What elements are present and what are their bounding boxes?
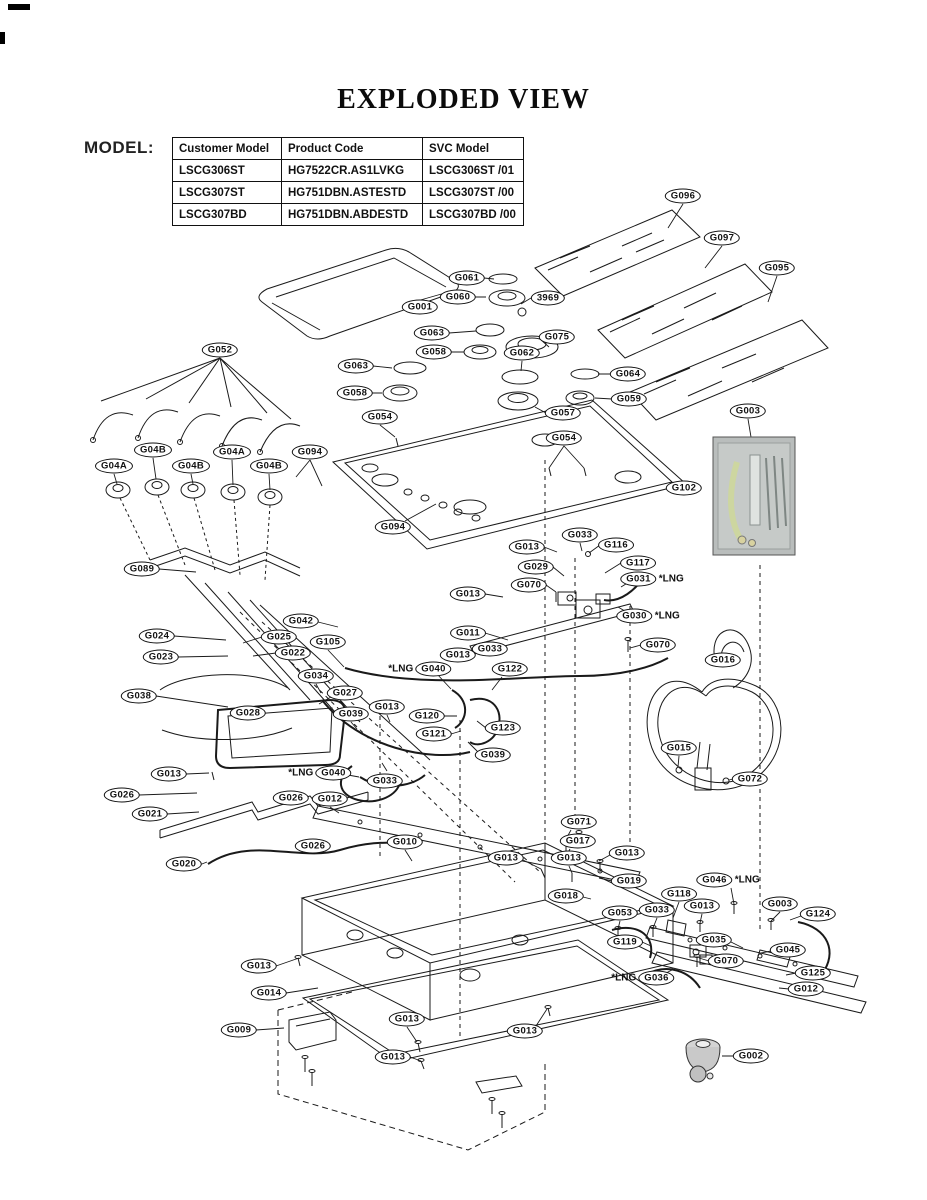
part-label-g045 xyxy=(770,943,806,958)
part-number: G054 xyxy=(546,431,582,446)
part-number: G097 xyxy=(704,231,740,246)
part-number: G060 xyxy=(440,290,476,305)
part-label-g003 xyxy=(730,404,766,419)
part-label-g058 xyxy=(416,345,452,360)
part-label-g013 xyxy=(241,959,277,974)
cell: LSCG307BD /00 xyxy=(423,204,524,226)
part-label-g020 xyxy=(166,857,202,872)
part-label-g003 xyxy=(762,897,798,912)
part-number: G04A xyxy=(95,459,133,474)
part-number: G033 xyxy=(639,903,675,918)
lng-note: *LNG xyxy=(611,972,637,984)
part-label-g027 xyxy=(327,686,363,701)
part-number: G105 xyxy=(310,635,346,650)
part-label-g014 xyxy=(251,986,287,1001)
part-label-g029 xyxy=(518,560,554,575)
part-label-g013 xyxy=(684,899,720,914)
part-label-g039 xyxy=(475,748,511,763)
lng-note: *LNG xyxy=(654,610,680,622)
part-label-g094 xyxy=(375,520,411,535)
part-label-g035 xyxy=(696,933,732,948)
part-label-g028 xyxy=(230,706,266,721)
part-number: G089 xyxy=(124,562,160,577)
part-number: G029 xyxy=(518,560,554,575)
part-label-g054 xyxy=(362,410,398,425)
part-label-g053 xyxy=(602,906,638,921)
part-label-g119 xyxy=(607,935,643,950)
part-label-g063 xyxy=(414,326,450,341)
cell: LSCG306ST /01 xyxy=(423,160,524,182)
part-label-g058 xyxy=(337,386,373,401)
part-number: G042 xyxy=(283,614,319,629)
part-number: G070 xyxy=(708,954,744,969)
part-label-g123 xyxy=(485,721,521,736)
lng-note: *LNG xyxy=(288,767,314,779)
part-number: G119 xyxy=(607,935,643,950)
page-title: EXPLODED VIEW xyxy=(337,84,590,115)
part-label-g072 xyxy=(732,772,768,787)
part-number: G014 xyxy=(251,986,287,1001)
part-label-g024 xyxy=(139,629,175,644)
part-label-g089 xyxy=(124,562,160,577)
part-label-g094 xyxy=(292,445,328,460)
part-number: G039 xyxy=(475,748,511,763)
part-number: G017 xyxy=(560,834,596,849)
part-label-g012 xyxy=(312,792,348,807)
part-number: G121 xyxy=(416,727,452,742)
part-number: G124 xyxy=(800,907,836,922)
part-label-g022 xyxy=(275,646,311,661)
part-label-g026 xyxy=(295,839,331,854)
part-number: G031 xyxy=(620,572,656,587)
part-label-g011 xyxy=(450,626,486,641)
part-number: G061 xyxy=(449,271,485,286)
col-product-code: Product Code xyxy=(282,138,423,160)
part-label-g013 xyxy=(389,1012,425,1027)
part-label-3969 xyxy=(531,291,565,306)
part-label-g036 xyxy=(611,971,674,986)
part-number: G013 xyxy=(507,1024,543,1039)
part-label-g019 xyxy=(611,874,647,889)
part-number: G033 xyxy=(367,774,403,789)
part-number: G063 xyxy=(414,326,450,341)
part-number: G070 xyxy=(511,578,547,593)
part-number: G033 xyxy=(562,528,598,543)
part-label-g042 xyxy=(283,614,319,629)
part-label-g033 xyxy=(367,774,403,789)
part-number: G072 xyxy=(732,772,768,787)
part-number: G001 xyxy=(402,300,438,315)
part-number: G028 xyxy=(230,706,266,721)
col-svc-model: SVC Model xyxy=(423,138,524,160)
part-number: G116 xyxy=(598,538,634,553)
part-number: G013 xyxy=(551,851,587,866)
part-number: G022 xyxy=(275,646,311,661)
part-number: G057 xyxy=(545,406,581,421)
part-number: G013 xyxy=(389,1012,425,1027)
part-number: G04A xyxy=(213,445,251,460)
part-label-g001 xyxy=(402,300,438,315)
part-label-g040 xyxy=(388,662,451,677)
part-number: G016 xyxy=(705,653,741,668)
cell: HG7522CR.AS1LVKG xyxy=(282,160,423,182)
part-number: G011 xyxy=(450,626,486,641)
part-number: G095 xyxy=(759,261,795,276)
part-number: G026 xyxy=(273,791,309,806)
part-label-g059 xyxy=(611,392,647,407)
part-number: G030 xyxy=(616,609,652,624)
part-label-g015 xyxy=(661,741,697,756)
part-label-g120 xyxy=(409,709,445,724)
part-number: G04B xyxy=(172,459,210,474)
part-number: G013 xyxy=(450,587,486,602)
part-label-g075 xyxy=(539,330,575,345)
part-number: G04B xyxy=(250,459,288,474)
part-number: G040 xyxy=(415,662,451,677)
part-number: G064 xyxy=(610,367,646,382)
part-label-g018 xyxy=(548,889,584,904)
part-number: G125 xyxy=(795,966,831,981)
part-label-g026 xyxy=(273,791,309,806)
part-number: G058 xyxy=(416,345,452,360)
part-label-g125 xyxy=(795,966,831,981)
part-label-g021 xyxy=(132,807,168,822)
part-number: G023 xyxy=(143,650,179,665)
part-label-g070 xyxy=(511,578,547,593)
part-label-g031 xyxy=(620,572,683,587)
part-label-g034 xyxy=(298,669,334,684)
part-label-g033 xyxy=(639,903,675,918)
part-label-g04a xyxy=(213,445,251,460)
part-label-g025 xyxy=(261,630,297,645)
part-number: G036 xyxy=(638,971,674,986)
part-label-g117 xyxy=(620,556,656,571)
part-label-g04b xyxy=(250,459,288,474)
part-label-g023 xyxy=(143,650,179,665)
part-number: G012 xyxy=(312,792,348,807)
part-label-g062 xyxy=(504,346,540,361)
part-label-g013 xyxy=(375,1050,411,1065)
part-label-g040 xyxy=(288,766,351,781)
cell: LSCG307ST xyxy=(173,182,282,204)
part-number: G013 xyxy=(488,851,524,866)
part-number: G018 xyxy=(548,889,584,904)
part-number: G071 xyxy=(561,815,597,830)
part-label-g096 xyxy=(665,189,701,204)
part-label-g122 xyxy=(492,662,528,677)
part-number: G046 xyxy=(696,873,732,888)
part-label-g012 xyxy=(788,982,824,997)
part-label-g013 xyxy=(369,700,405,715)
part-number: G013 xyxy=(241,959,277,974)
part-number: G040 xyxy=(315,766,351,781)
part-label-g013 xyxy=(551,851,587,866)
part-label-g070 xyxy=(708,954,744,969)
part-label-g102 xyxy=(666,481,702,496)
cell: HG751DBN.ABDESTD xyxy=(282,204,423,226)
part-number: G013 xyxy=(369,700,405,715)
part-label-g054 xyxy=(546,431,582,446)
part-label-g030 xyxy=(616,609,679,624)
part-number: G070 xyxy=(640,638,676,653)
part-number: G013 xyxy=(609,846,645,861)
cell: LSCG306ST xyxy=(173,160,282,182)
part-number: G075 xyxy=(539,330,575,345)
part-number: G026 xyxy=(104,788,140,803)
part-label-g060 xyxy=(440,290,476,305)
part-number: G013 xyxy=(440,648,476,663)
part-label-g105 xyxy=(310,635,346,650)
part-label-g013 xyxy=(450,587,486,602)
part-number: G020 xyxy=(166,857,202,872)
part-label-g009 xyxy=(221,1023,257,1038)
part-number: G013 xyxy=(684,899,720,914)
part-number: G094 xyxy=(292,445,328,460)
part-number: G015 xyxy=(661,741,697,756)
part-label-g04a xyxy=(95,459,133,474)
part-number: G059 xyxy=(611,392,647,407)
part-number: G019 xyxy=(611,874,647,889)
part-label-g013 xyxy=(488,851,524,866)
part-label-g097 xyxy=(704,231,740,246)
part-number: G003 xyxy=(730,404,766,419)
part-label-g116 xyxy=(598,538,634,553)
part-number: G063 xyxy=(338,359,374,374)
part-label-g013 xyxy=(609,846,645,861)
model-label: MODEL: xyxy=(84,138,155,157)
part-number: G035 xyxy=(696,933,732,948)
part-number: G039 xyxy=(333,707,369,722)
part-number: G033 xyxy=(472,642,508,657)
part-number: G054 xyxy=(362,410,398,425)
part-number: G034 xyxy=(298,669,334,684)
part-number: G04B xyxy=(134,443,172,458)
part-number: G052 xyxy=(202,343,238,358)
part-number: G117 xyxy=(620,556,656,571)
part-label-g070 xyxy=(640,638,676,653)
part-label-g071 xyxy=(561,815,597,830)
part-label-g033 xyxy=(472,642,508,657)
col-customer-model: Customer Model xyxy=(173,138,282,160)
part-label-g017 xyxy=(560,834,596,849)
part-label-g124 xyxy=(800,907,836,922)
part-number: G053 xyxy=(602,906,638,921)
part-number: G013 xyxy=(151,767,187,782)
part-number: G122 xyxy=(492,662,528,677)
lng-note: *LNG xyxy=(658,573,684,585)
part-label-g061 xyxy=(449,271,485,286)
part-label-g010 xyxy=(387,835,423,850)
part-label-g121 xyxy=(416,727,452,742)
part-label-g039 xyxy=(333,707,369,722)
part-number: G002 xyxy=(733,1049,769,1064)
part-label-g04b xyxy=(134,443,172,458)
part-label-g038 xyxy=(121,689,157,704)
part-number: G062 xyxy=(504,346,540,361)
part-number: G038 xyxy=(121,689,157,704)
part-number: G027 xyxy=(327,686,363,701)
part-number: G026 xyxy=(295,839,331,854)
part-number: 3969 xyxy=(531,291,565,306)
part-label-g064 xyxy=(610,367,646,382)
part-label-g013 xyxy=(440,648,476,663)
lng-note: *LNG xyxy=(388,663,414,675)
part-number: G058 xyxy=(337,386,373,401)
part-label-g063 xyxy=(338,359,374,374)
part-label-g026 xyxy=(104,788,140,803)
part-number: G009 xyxy=(221,1023,257,1038)
part-number: G025 xyxy=(261,630,297,645)
part-number: G024 xyxy=(139,629,175,644)
part-number: G013 xyxy=(375,1050,411,1065)
part-label-g046 xyxy=(696,873,759,888)
part-number: G118 xyxy=(661,887,697,902)
part-label-g016 xyxy=(705,653,741,668)
part-label-g057 xyxy=(545,406,581,421)
part-number: G013 xyxy=(509,540,545,555)
part-label-g052 xyxy=(202,343,238,358)
part-label-g002 xyxy=(733,1049,769,1064)
part-label-g013 xyxy=(507,1024,543,1039)
part-label-g013 xyxy=(509,540,545,555)
part-label-g095 xyxy=(759,261,795,276)
cell: LSCG307BD xyxy=(173,204,282,226)
part-number: G045 xyxy=(770,943,806,958)
part-label-g033 xyxy=(562,528,598,543)
lng-note: *LNG xyxy=(734,874,760,886)
part-number: G010 xyxy=(387,835,423,850)
part-number: G094 xyxy=(375,520,411,535)
cell: LSCG307ST /00 xyxy=(423,182,524,204)
part-number: G102 xyxy=(666,481,702,496)
part-number: G012 xyxy=(788,982,824,997)
part-number: G021 xyxy=(132,807,168,822)
part-label-g04b xyxy=(172,459,210,474)
part-number: G123 xyxy=(485,721,521,736)
part-number: G096 xyxy=(665,189,701,204)
part-label-g013 xyxy=(151,767,187,782)
part-number: G003 xyxy=(762,897,798,912)
part-number: G120 xyxy=(409,709,445,724)
cell: HG751DBN.ASTESTD xyxy=(282,182,423,204)
